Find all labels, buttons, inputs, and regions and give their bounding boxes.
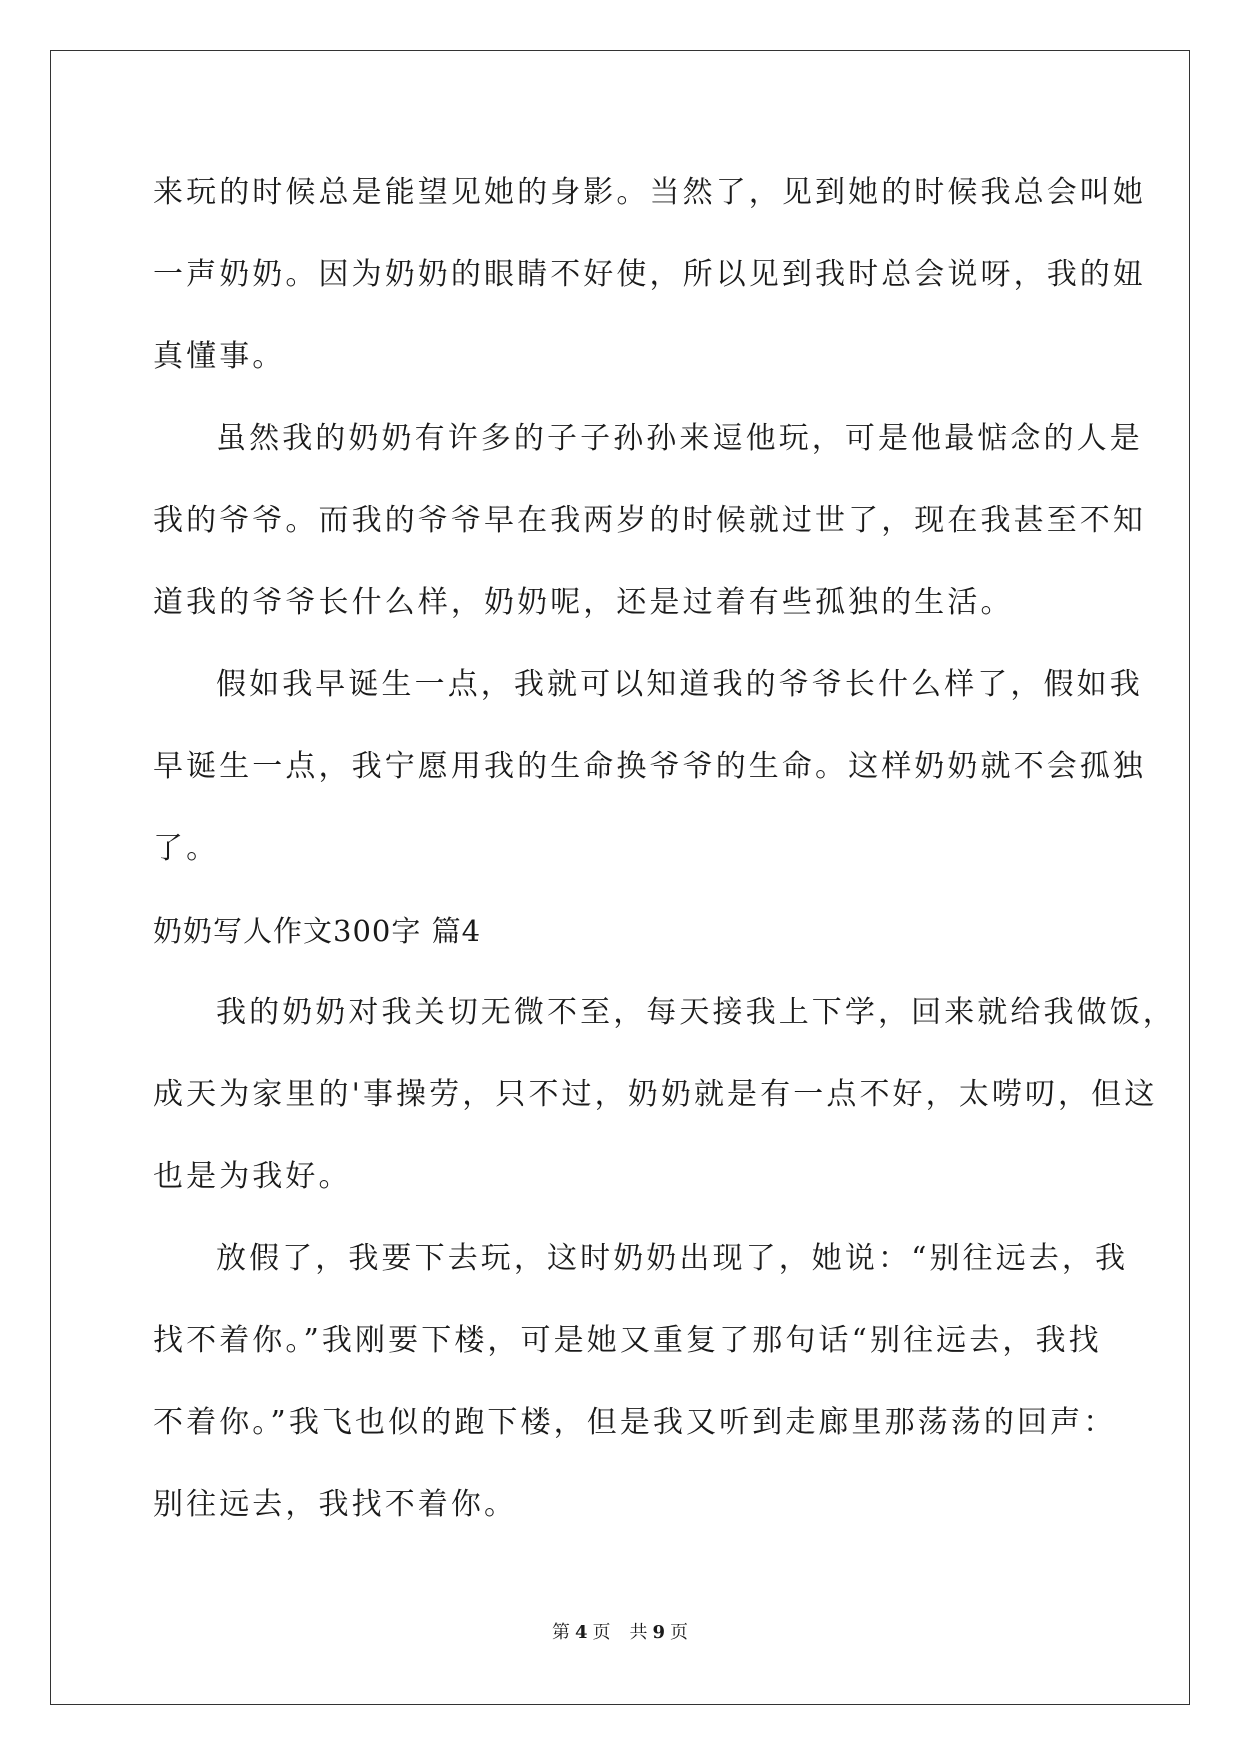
text-line: 我的爷爷。而我的爷爷早在我两岁的时候就过世了，现在我甚至不知 <box>153 503 1146 538</box>
current-page-number: 4 <box>574 1622 589 1643</box>
total-page-number: 9 <box>652 1622 667 1643</box>
text-line: 成天为家里的'事操劳，只不过，奶奶就是有一点不好，太唠叨，但这 <box>153 1077 1158 1112</box>
text-line: 我的奶奶对我关切无微不至，每天接我上下学，回来就给我做饭， <box>216 995 1176 1030</box>
paragraph <box>153 158 1146 404</box>
text-line: 假如我早诞生一点，我就可以知道我的爷爷长什么样了，假如我 <box>216 667 1143 702</box>
footer-page-suffix: 页 <box>592 1622 612 1643</box>
text-line: 了。 <box>153 831 220 866</box>
text-line: 一声奶奶。因为奶奶的眼睛不好使，所以见到我时总会说呀，我的妞 <box>153 257 1146 292</box>
paragraph <box>153 404 1146 650</box>
text-line: 找不着你。”我刚要下楼，可是她又重复了那句话“别往远去，我找 <box>153 1323 1102 1358</box>
footer-total-prefix: 共 <box>629 1622 649 1643</box>
text-line: 放假了，我要下去玩，这时奶奶出现了，她说：“别往远去，我 <box>216 1241 1129 1276</box>
document-body <box>153 158 1176 1552</box>
section-heading: 奶奶写人作文300字 篇4 <box>153 914 482 948</box>
text-line: 虽然我的奶奶有许多的子子孙孙来逗他玩，可是他最惦念的人是 <box>216 421 1143 456</box>
text-line: 别往远去，我找不着你。 <box>153 1487 518 1522</box>
text-line: 真懂事。 <box>153 339 286 374</box>
text-line: 也是为我好。 <box>153 1159 352 1194</box>
text-line: 来玩的时候总是能望见她的身影。当然了，见到她的时候我总会叫她 <box>153 175 1146 210</box>
footer-total-suffix: 页 <box>670 1622 690 1643</box>
text-line: 道我的爷爷长什么样，奶奶呢，还是过着有些孤独的生活。 <box>153 585 1014 620</box>
text-line: 早诞生一点，我宁愿用我的生命换爷爷的生命。这样奶奶就不会孤独 <box>153 749 1146 784</box>
page-footer <box>0 1618 1241 1644</box>
paragraph <box>153 1224 1129 1552</box>
paragraph <box>153 978 1176 1224</box>
footer-prefix: 第 <box>551 1622 571 1643</box>
text-line: 不着你。”我飞也似的跑下楼，但是我又听到走廊里那荡荡的回声： <box>153 1405 1117 1440</box>
paragraph <box>153 650 1146 896</box>
